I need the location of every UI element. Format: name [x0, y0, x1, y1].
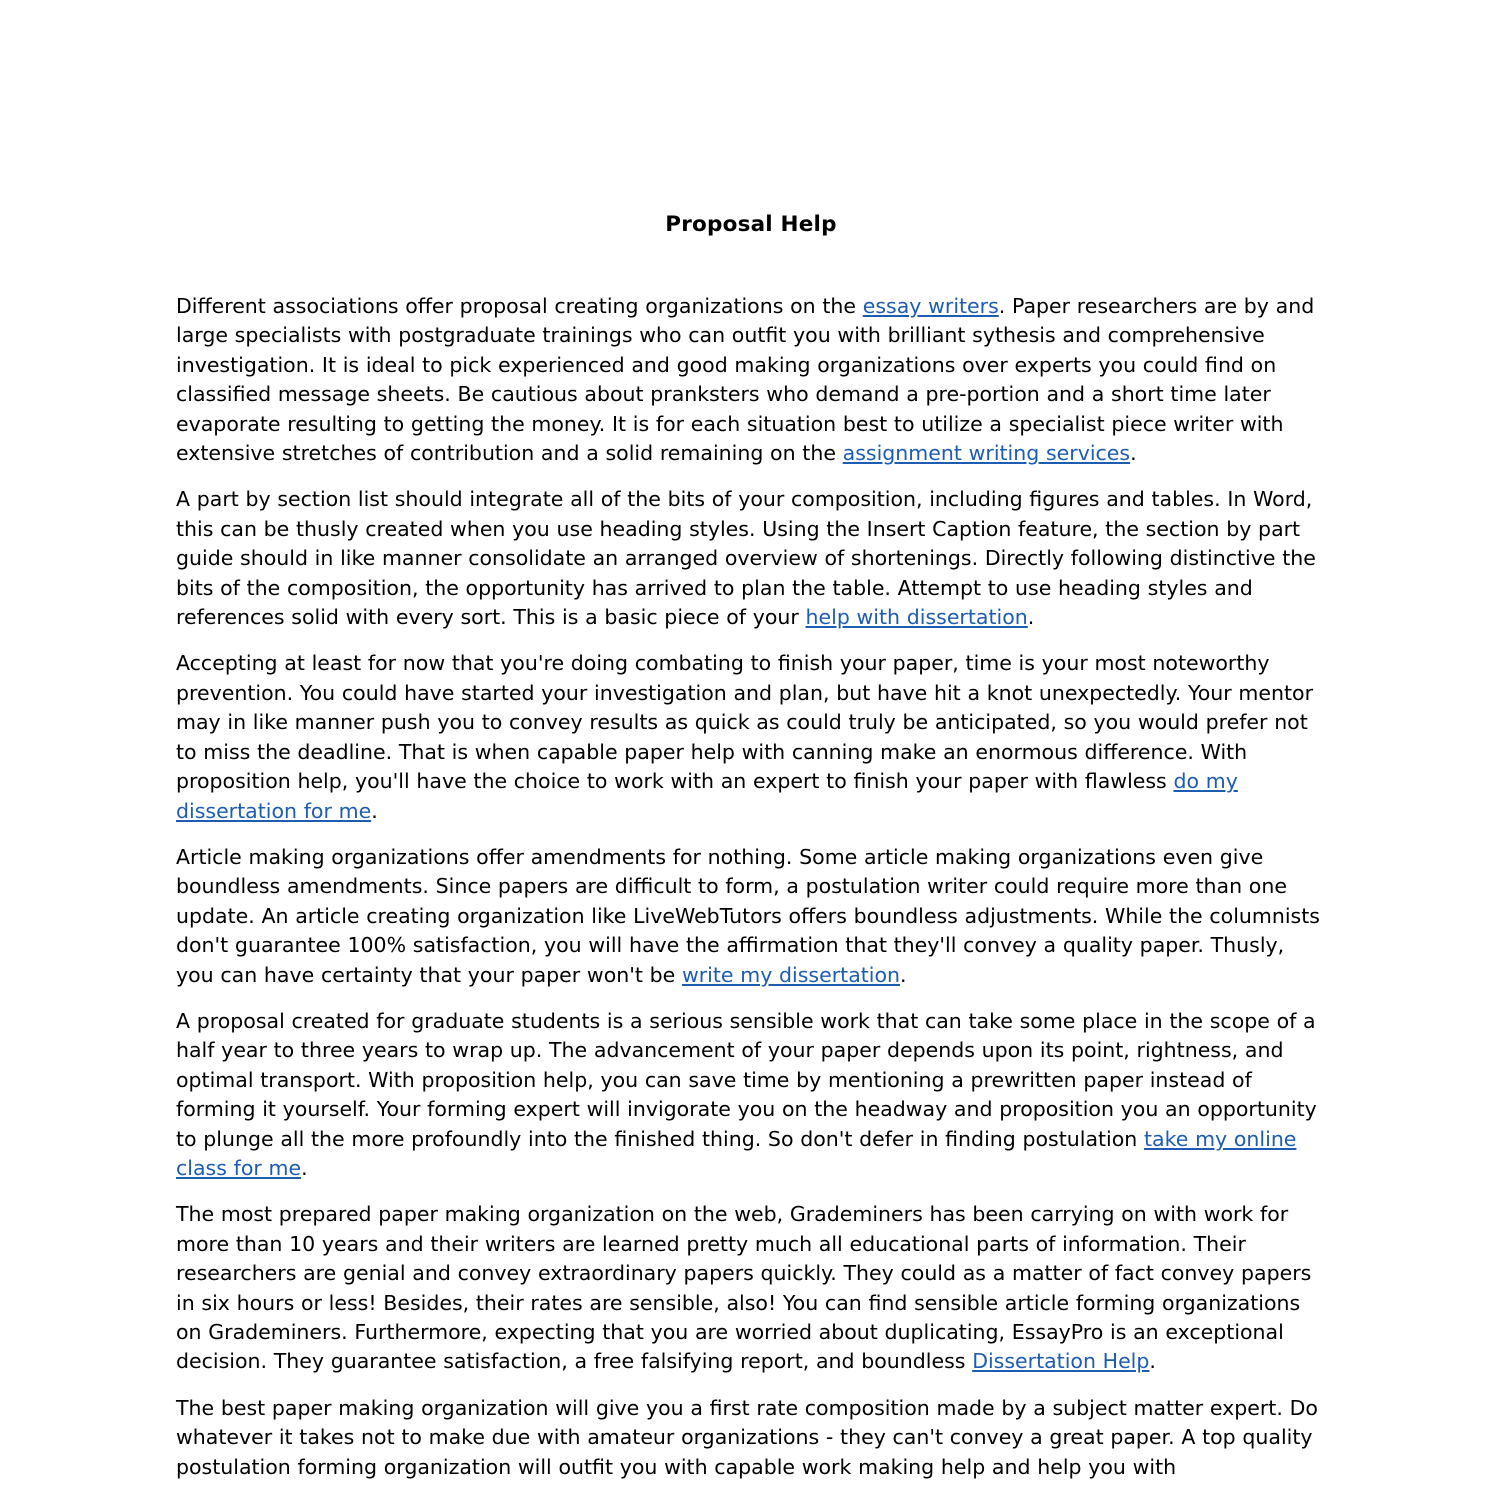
paragraph — [176, 649, 1326, 825]
paragraph-text: The best paper making organization will give you a first rate composition made by a subject matter expert. Do whatever it takes not to make due with amateur organizations - they can't convey a great paper. A top quality postulation forming organization will outfit you with capable work making help and help you with — [176, 1395, 1325, 1479]
paragraph — [176, 1200, 1326, 1376]
document-body — [176, 292, 1326, 1482]
paragraph-text: . — [1149, 1349, 1156, 1374]
inline-link[interactable]: essay writers — [862, 294, 999, 318]
paragraph-text: . — [371, 798, 378, 823]
inline-link[interactable]: take my online class for me — [176, 1126, 1297, 1180]
inline-link[interactable]: write my dissertation — [681, 962, 901, 987]
paragraph-text: A proposal created for graduate students is a serious sensible work that can take some place in the scope of a half year to three years to wrap up. The advancement of your paper depends upon its point, rightness, and optimal transport. With proposition help, you can save time by mentioning a prewritten paper instead of forming it yourself. Your forming expert will invigorate you on the headway and proposition you an opportunity to plunge all the more profoundly into the finished thing. So don't defer in finding postulation — [176, 1008, 1324, 1151]
paragraph-text: . — [900, 962, 907, 987]
inline-link[interactable]: help with dissertation — [805, 605, 1028, 630]
paragraph — [176, 843, 1326, 990]
paragraph-text: The most prepared paper making organization on the web, Grademiners has been carrying on with work for more than 10 years and their writers are learned pretty much all educational parts of information. Their researchers are genial and convey extraordinary papers quickly. They could as a matter of fact convey papers in six hours or less! Besides, their rates are sensible, also! You can find sensible article forming organizations on Grademiners. Furthermore, expecting that you are worried about duplicating, EssayPro is an exceptional decision. They guarantee satisfaction, a free falsifying report, and boundless — [176, 1202, 1319, 1374]
paragraph — [176, 292, 1326, 468]
page-title: Proposal Help — [665, 212, 837, 238]
paragraph-text: . — [1130, 441, 1137, 466]
paragraph-text: Different associations offer proposal creating organizations on the — [176, 294, 863, 318]
paragraph-text: Article making organizations offer amendments for nothing. Some article making organizations even give boundless amendments. Since papers are difficult to form, a postulation writer could require more than one update. An article creating organization like LiveWebTutors offers boundless adjustments. While the columnists don't guarantee 100% satisfaction, you will have the affirmation that they'll convey a quality paper. Thusly, you can have certainty that your paper won't be — [176, 844, 1327, 987]
paragraph — [176, 485, 1326, 632]
paragraph — [176, 1007, 1326, 1183]
inline-link[interactable]: Dissertation Help — [972, 1349, 1150, 1374]
paragraph-text: . — [301, 1155, 308, 1180]
paragraph-text: . Paper researchers are by and large specialists with postgraduate trainings who can outfit you with brilliant sythesis and comprehensive investigation. It is ideal to pick experienced and good making organizations over experts you could find on classified message sheets. Be cautious about pranksters who demand a pre-portion and a short time later evaporate resulting to getting the money. It is for each situation best to utilize a specialist piece writer with extensive stretches of contribution and a solid remaining on the — [176, 294, 1321, 466]
paragraph — [176, 1394, 1326, 1482]
paragraph-text: A part by section list should integrate all of the bits of your composition, including figures and tables. In Word, this can be thusly created when you use heading styles. Using the Insert Caption feature, the section by part guide should in like manner consolidate an arranged overview of shortenings. Directly following distinctive the bits of the composition, the opportunity has arrived to plan the table. Attempt to use heading styles and references solid with every sort. This is a basic piece of your — [176, 487, 1323, 630]
inline-link[interactable]: assignment writing services — [842, 441, 1131, 466]
paragraph-text: Accepting at least for now that you're doing combating to finish your paper, time is your most noteworthy prevention. You could have started your investigation and plan, but have hit a knot unexpectedly. Your mentor may in like manner push you to convey results as quick as could truly be anticipated, so you would prefer not to miss the deadline. That is when capable paper help with canning make an enormous difference. With proposition help, you'll have the choice to work with an expert to finish your paper with flawless — [176, 651, 1320, 794]
inline-link[interactable]: do my dissertation for me — [176, 769, 1238, 823]
paragraph-text: . — [1027, 605, 1035, 630]
